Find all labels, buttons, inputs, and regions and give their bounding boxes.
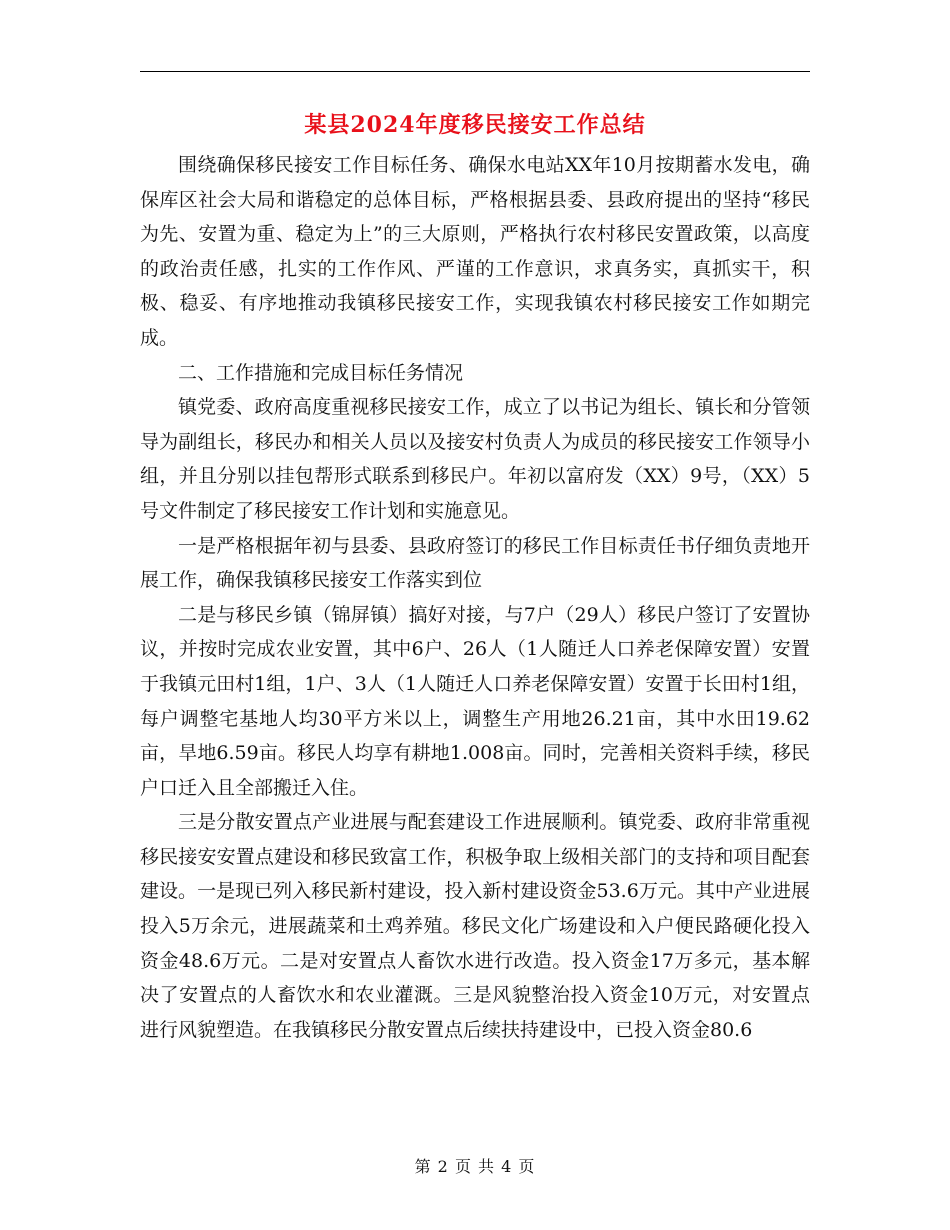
- header-rule: [140, 71, 810, 72]
- paragraph-point-two: 二是与移民乡镇（锦屏镇）搞好对接，与7户（29人）移民户签订了安置协议，并按时完成农业安置，其中6户、26人（1人随迁人口养老保障安置）安置于我镇元田村1组，1户、3人（1人随迁人口养老保障安置）安置于长田村1组，每户调整宅基地人均30平方米以上，调整生产用地26.21亩，其中水田19.62亩，旱地6.59亩。移民人均享有耕地1.008亩。同时，完善相关资料手续，移民户口迁入且全部搬迁入住。: [140, 603, 810, 799]
- paragraph-leadership: 镇党委、政府高度重视移民接安工作，成立了以书记为组长、镇长和分管领导为副组长，移民办和相关人员以及接安村负责人为成员的移民接安工作领导小组，并且分别以挂包帮形式联系到移民户。年初以富府发（XX）9号，（XX）5号文件制定了移民接安工作计划和实施意见。: [140, 396, 810, 522]
- section-heading-measures: 二、工作措施和完成目标任务情况: [178, 361, 464, 384]
- paragraph-point-three: 三是分散安置点产业进展与配套建设工作进展顺利。镇党委、政府非常重视移民接安安置点建设和移民致富工作，积极争取上级相关部门的支持和项目配套建设。一是现已列入移民新村建设，投入新村建设资金53.6万元。其中产业进展投入5万余元，进展蔬菜和土鸡养殖。移民文化广场建设和入户便民路硬化投入资金48.6万元。二是对安置点人畜饮水进行改造。投入资金17万多元，基本解决了安置点的人畜饮水和农业灌溉。三是风貌整治投入资金10万元，对安置点进行风貌塑造。在我镇移民分散安置点后续扶持建设中，已投入资金80.6: [140, 811, 810, 1041]
- document-title: 某县2024年度移民接安工作总结: [304, 112, 646, 138]
- paragraph-point-one: 一是严格根据年初与县委、县政府签订的移民工作目标责任书仔细负责地开展工作，确保我镇移民接安工作落实到位: [140, 534, 810, 592]
- document-body: [140, 148, 810, 1047]
- page-number-footer: 第 2 页 共 4 页: [414, 1157, 536, 1176]
- paragraph-intro: 围绕确保移民接安工作目标任务、确保水电站XX年10月按期蓄水发电，确保库区社会大局和谐稳定的总体目标，严格根据县委、县政府提出的坚持“移民为先、安置为重、稳定为上”的三大原则，严格执行农村移民安置政策，以高度的政治责任感，扎实的工作作风、严谨的工作意识，求真务实，真抓实干，积极、稳妥、有序地推动我镇移民接安工作，实现我镇农村移民接安工作如期完成。: [140, 154, 810, 349]
